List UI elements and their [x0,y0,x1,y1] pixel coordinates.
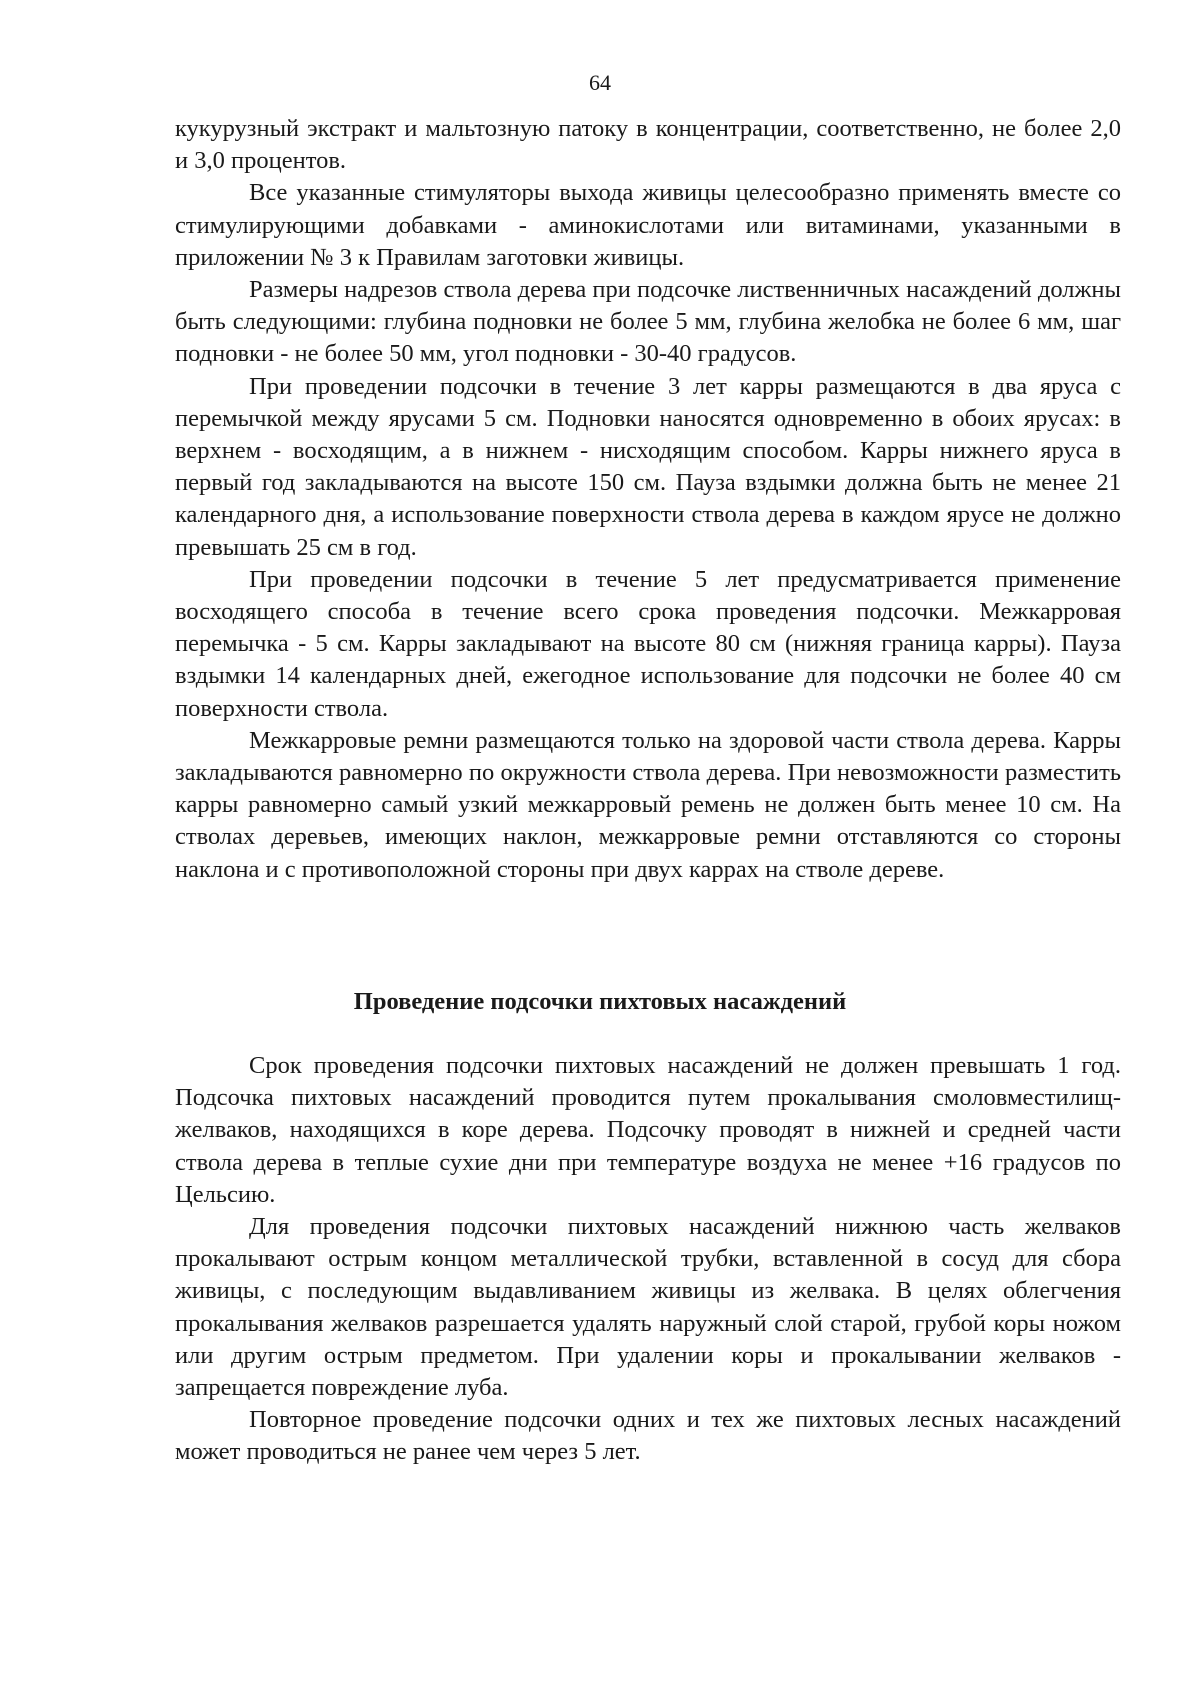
section-heading: Проведение подсочки пихтовых насаждений [353,988,847,1015]
text-block-top [175,113,1121,886]
paragraph: Размеры надрезов ствола дерева при подсочке лиственничных насаждений должны быть следующими: глубина подновки не более 5 мм, глубина желобка не более 6 мм, шаг подновки - не более 50 мм, угол подновки - 30-40 градусов. [175,276,1121,368]
paragraph: Все указанные стимуляторы выхода живицы целесообразно применять вместе со стимулирующими добавками - аминокислотами или витаминами, указанными в приложении № 3 к Правилам заготовки живицы. [175,179,1121,271]
paragraph: При проведении подсочки в течение 5 лет предусматривается применение восходящего способа в течение всего срока проведения подсочки. Межкарровая перемычка - 5 см. Карры закладывают на высоте 80 см (нижняя граница карры). Пауза вздымки 14 календарных дней, ежегодное использование для подсочки не более 40 см поверхности ствола. [175,565,1121,722]
paragraph: Срок проведения подсочки пихтовых насаждений не должен превышать 1 год. Подсочка пихтовых насаждений проводится путем прокалывания смоловместилищ-желваков, находящихся в коре дерева. Подсочку проводят в нижней и средней части ствола дерева в теплые сухие дни при температуре воздуха не менее +16 градусов по Цельсию. [175,1052,1121,1208]
paragraph: кукурузный экстракт и мальтозную патоку в концентрации, соответственно, не более 2,0 и 3,0 процентов. [175,115,1121,175]
paragraph: Межкарровые ремни размещаются только на здоровой части ствола дерева. Карры закладываются равномерно по окружности ствола дерева. При невозможности разместить карры равномерно самый узкий межкарровый ремень не должен быть менее 10 см. На стволах деревьев, имеющих наклон, межкарровые ремни отставляются со стороны наклона и с противоположной стороны при двух каррах на стволе дереве. [175,726,1121,883]
text-block-bottom [175,1050,1121,1469]
paragraph: Повторное проведение подсочки одних и тех же пихтовых лесных насаждений может проводиться не ранее чем через 5 лет. [175,1406,1121,1466]
paragraph: При проведении подсочки в течение 3 лет карры размещаются в два яруса с перемычкой между ярусами 5 см. Подновки наносятся одновременно в обоих ярусах: в верхнем - восходящим, а в нижнем - нисходящим способом. Карры нижнего яруса в первый год закладываются на высоте 150 см. Пауза вздымки должна быть не менее 21 календарного дня, а использование поверхности ствола дерева в каждом ярусе не должно превышать 25 см в год. [175,372,1121,561]
page-number: 64 [589,70,611,95]
paragraph: Для проведения подсочки пихтовых насаждений нижнюю часть желваков прокалывают острым концом металлической трубки, вставленной в сосуд для сбора живицы, с последующим выдавливанием живицы из желвака. В целях облегчения прокалывания желваков разрешается удалять наружный слой старой, грубой коры ножом или другим острым предметом. При удалении коры и прокалывании желваков - запрещается повреждение луба. [175,1213,1121,1402]
